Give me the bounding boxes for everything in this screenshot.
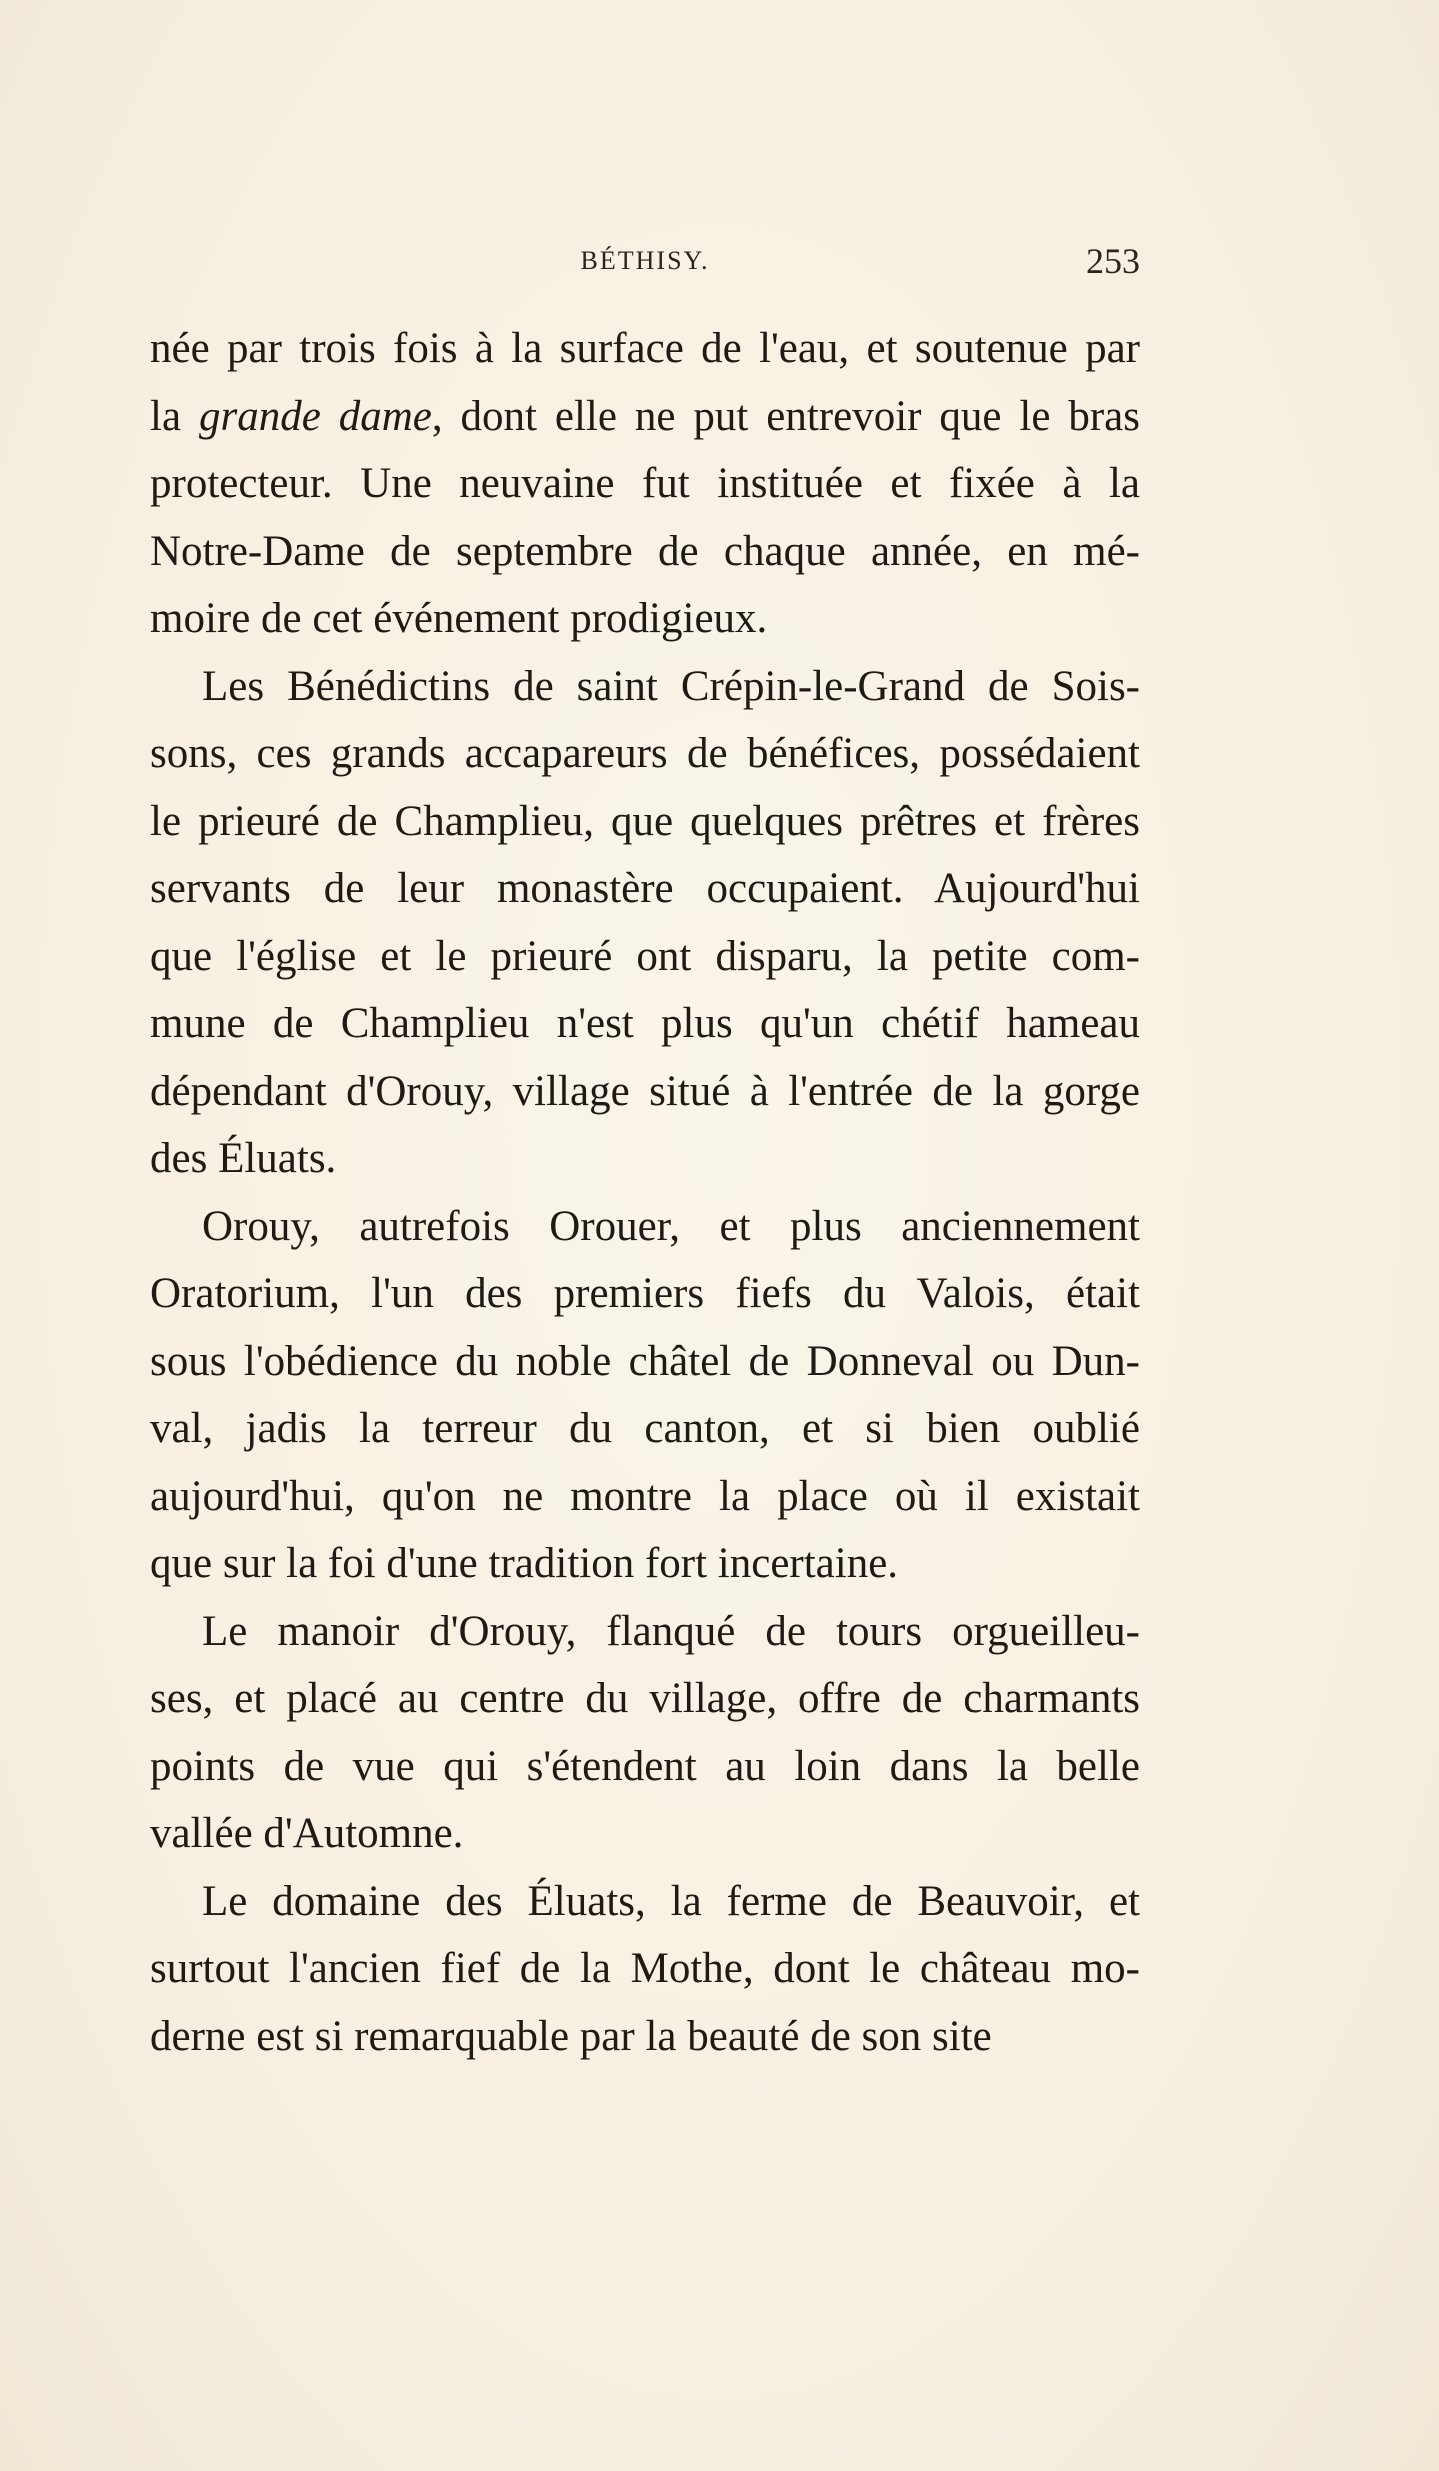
text-line: vallée d'Automne. [150,1810,464,1857]
text-line: sons, ces grands accapareurs de bénéfices, possédaient [150,730,1140,777]
text-line: protecteur. Une neuvaine fut instituée et fixée à la [150,460,1140,507]
italic-phrase: grande dame [198,392,432,440]
text-line: sous l'obédience du noble châtel de Donneval ou Dun- [150,1337,1140,1385]
text-line: val, jadis la terreur du canton, et si bien oublié [150,1405,1140,1452]
text-line: le prieuré de Champlieu, que quelques prêtres et frères [150,797,1140,845]
text-line: surtout l'ancien fief de la Mothe, dont le château mo- [150,1945,1140,1992]
text-line: Les Bénédictins de saint Crépin-le-Grand de Sois- [202,662,1140,710]
paragraph [150,1598,1140,1868]
page-number: 253 [1086,241,1140,281]
page-header [150,238,1140,288]
paragraph [150,653,1140,1193]
text-line: aujourd'hui, qu'on ne montre la place où il existait [150,1472,1140,1520]
paragraph [150,1868,1140,2071]
text-line: Notre-Dame de septembre de chaque année, en mé- [150,527,1140,575]
running-title: BÉTHISY. [580,246,710,275]
text-line: Oratorium, l'un des premiers fiefs du Valois, était [150,1270,1140,1317]
text-line: que l'église et le prieuré ont disparu, la petite com- [150,932,1140,980]
text-line: Le domaine des Éluats, la ferme de Beauvoir, et [202,1877,1140,1925]
text-line: que sur la foi d'une tradition fort incertaine. [150,1540,899,1587]
paragraph [150,1193,1140,1598]
text-line: la grande dame, dont elle ne put entrevoir que le bras [150,392,1140,440]
text-line: des Éluats. [150,1135,337,1182]
text-line: points de vue qui s'étendent au loin dans la belle [150,1742,1140,1790]
text-line: Orouy, autrefois Orouer, et plus anciennement [202,1202,1140,1250]
text-line: dépendant d'Orouy, village situé à l'entrée de la gorge [150,1067,1140,1115]
text-line: moire de cet événement prodigieux. [150,595,768,642]
text-line: servants de leur monastère occupaient. Aujourd'hui [150,865,1140,912]
text-line: ses, et placé au centre du village, offre de charmants [150,1675,1140,1722]
text-line: mune de Champlieu n'est plus qu'un chétif hameau [150,1000,1140,1047]
text-line: derne est si remarquable par la beauté de son site [150,2012,992,2060]
text-line: née par trois fois à la surface de l'eau, et soutenue par [150,325,1140,372]
body-text [150,315,1140,2070]
text-line: Le manoir d'Orouy, flanqué de tours orgueilleu- [202,1607,1140,1655]
paragraph [150,315,1140,653]
